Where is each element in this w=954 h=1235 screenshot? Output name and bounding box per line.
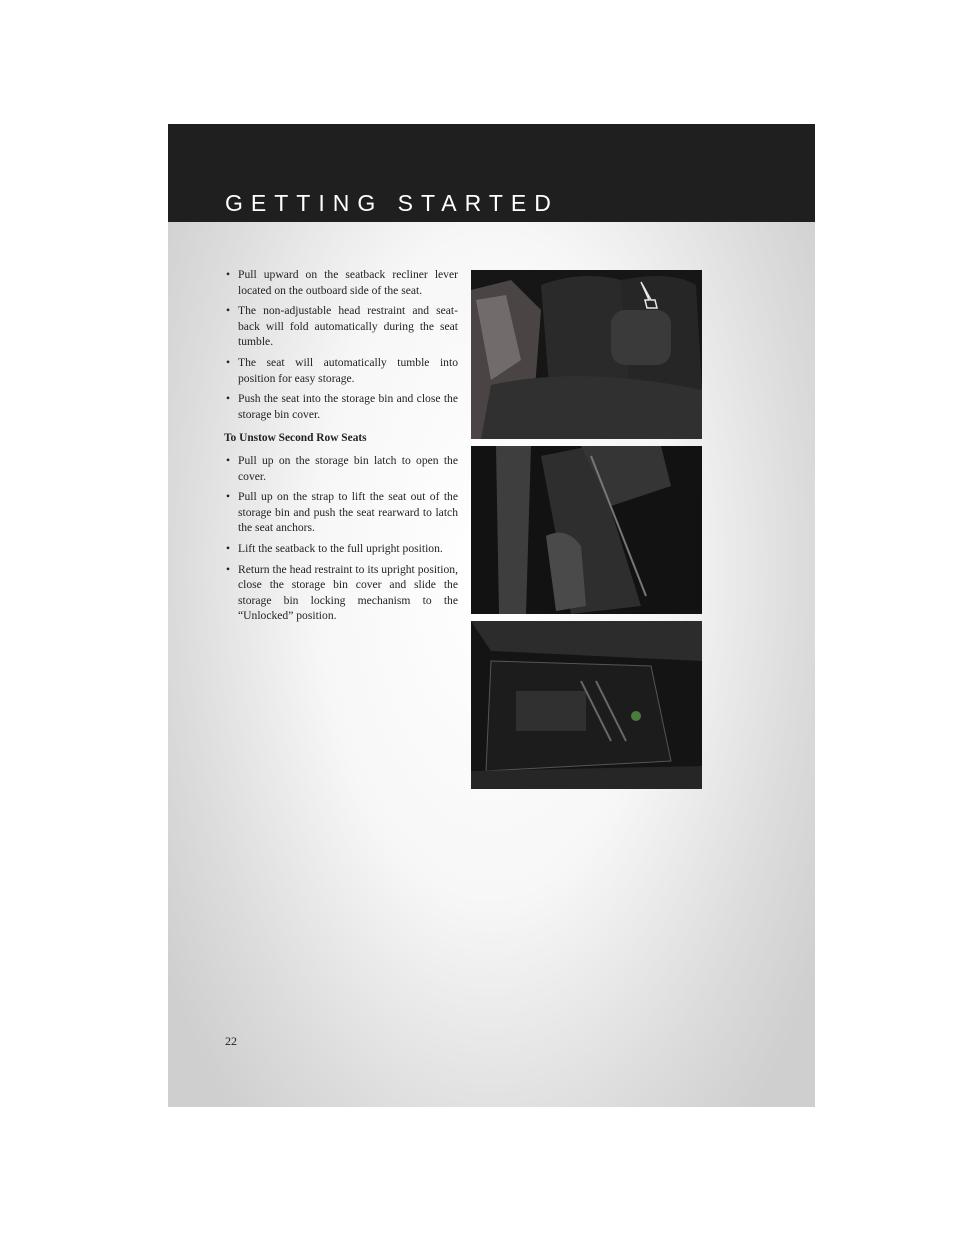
storage-bin-photo [471,621,702,789]
stow-steps-list [224,267,458,422]
list-item: • Return the head restraint to its upright position, close the storage bin cover and slide the storage bin locking mechanism to the “Unlocked” position. [224,562,458,624]
list-item: • The seat will automatically tumble into position for easy storage. [224,355,458,386]
list-item: • Pull up on the storage bin latch to open the cover. [224,453,458,484]
manual-page [168,124,815,1107]
section-title: GETTING STARTED [225,190,559,216]
unstow-steps-list [224,453,458,624]
list-item: • The non-adjustable head restraint and seat-back will fold automatically during the seat tumble. [224,303,458,350]
section-header [168,124,815,222]
list-item: • Pull up on the strap to lift the seat out of the storage bin and push the seat rearward to latch the seat anchors. [224,489,458,536]
seat-recliner-photo [471,270,702,439]
seat-tumble-photo [471,446,702,614]
list-item: • Push the seat into the storage bin and close the storage bin cover. [224,391,458,422]
list-item: • Pull upward on the seatback recliner lever located on the outboard side of the seat. [224,267,458,298]
unstow-heading: To Unstow Second Row Seats [224,432,367,445]
page-number: 22 [225,1034,237,1048]
instructions-column [224,267,458,629]
list-item: • Lift the seatback to the full upright position. [224,541,458,557]
